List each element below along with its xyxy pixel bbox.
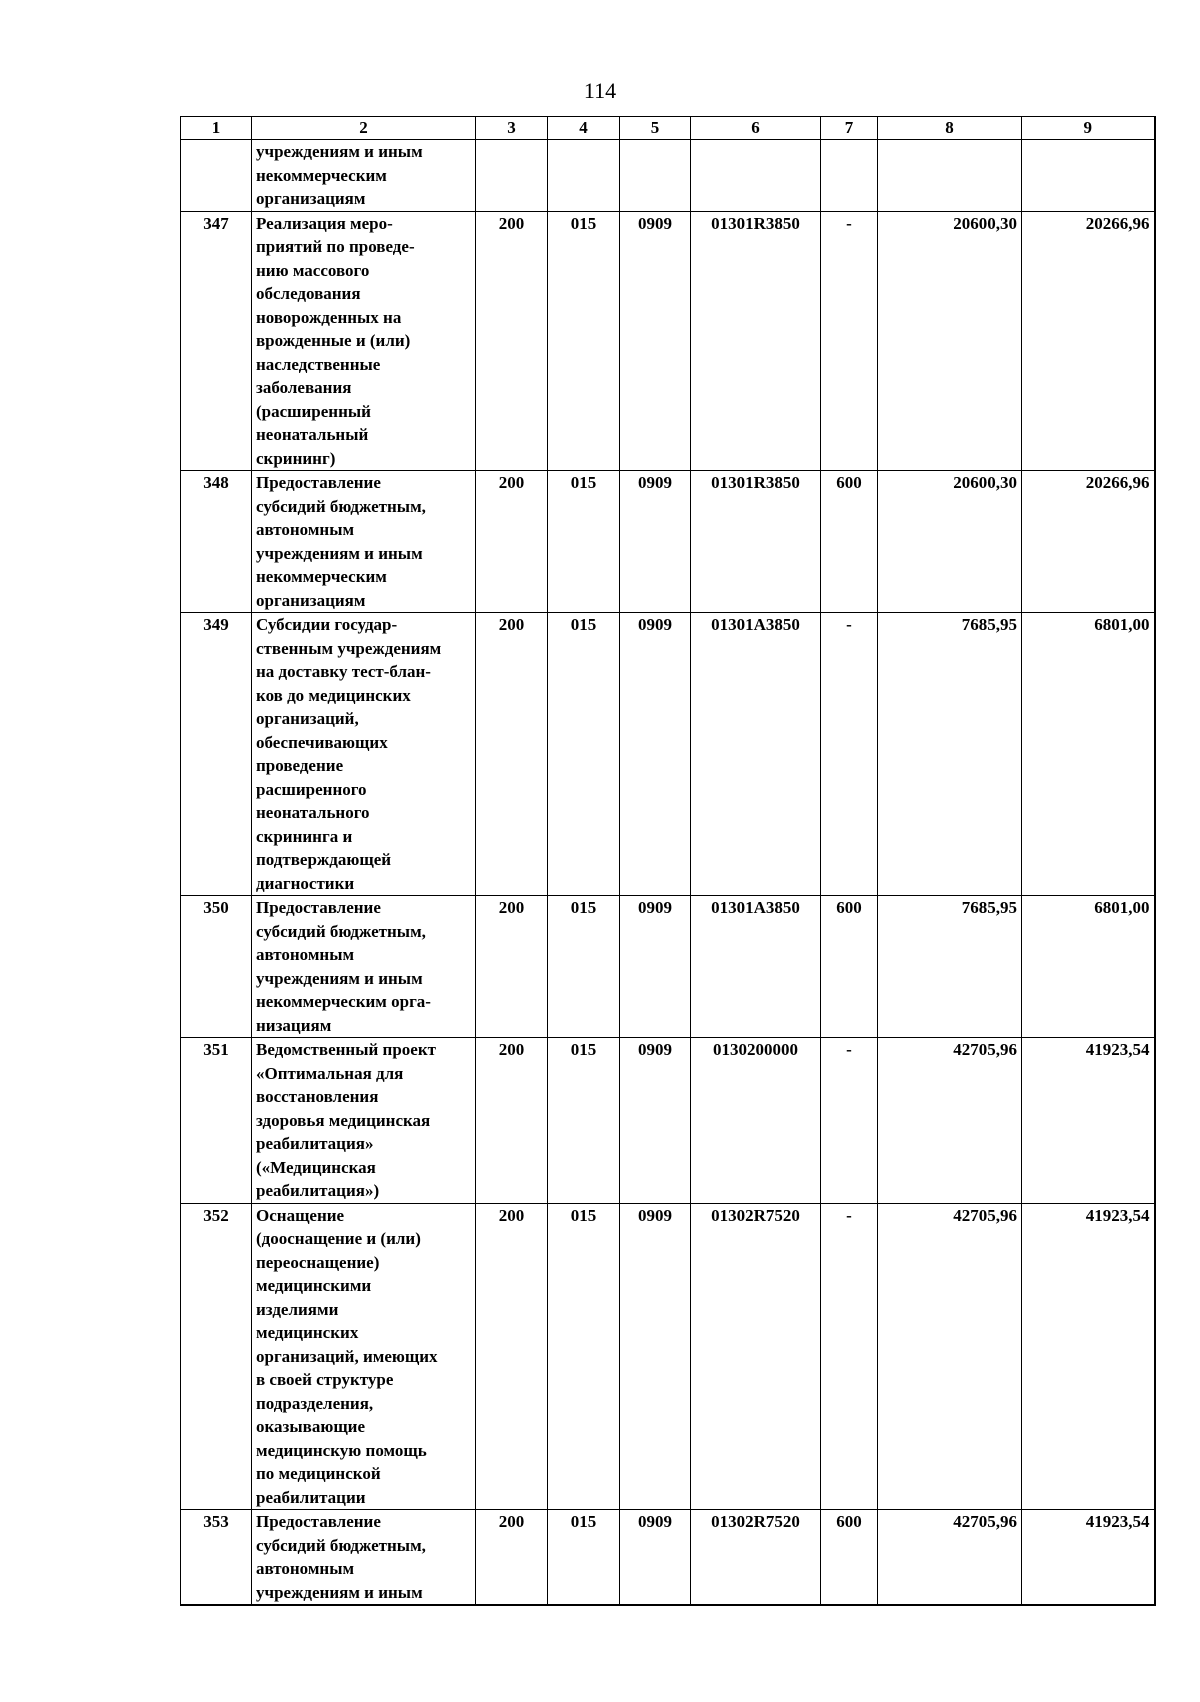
item-name-line: учреждениям и иным — [256, 142, 423, 161]
row-number-cell: 351 — [181, 1038, 252, 1204]
item-name-line: скрининга и — [256, 826, 353, 846]
item-name-line: обеспечивающих — [256, 732, 388, 752]
item-name-line: Предоставление — [256, 1512, 381, 1531]
amount-year2-cell: 41923,54 — [1022, 1038, 1155, 1204]
expense-type-cell: 600 — [821, 471, 878, 613]
ministry-code-cell: 015 — [548, 1203, 620, 1510]
amount-year2-cell: 6801,00 — [1022, 896, 1155, 1038]
section-code-cell: 0909 — [620, 1510, 691, 1606]
item-name-line: реабилитации — [256, 1487, 366, 1507]
item-name-line: учреждениям и иным — [256, 1582, 423, 1602]
admin-code-cell: 200 — [476, 1038, 548, 1204]
target-article-cell: 01302R7520 — [691, 1203, 821, 1510]
section-code-cell: 0909 — [620, 613, 691, 896]
item-name-line: подразделения, — [256, 1393, 374, 1413]
item-name-cell — [252, 613, 476, 896]
table-row — [181, 140, 1155, 212]
ministry-code-cell: 015 — [548, 896, 620, 1038]
column-header: 2 — [252, 117, 476, 140]
target-article-cell: 01302R7520 — [691, 1510, 821, 1606]
item-name-cell — [252, 1038, 476, 1204]
item-name-line: Ведомственный проект — [256, 1040, 436, 1059]
row-number-cell: 350 — [181, 896, 252, 1038]
table-row — [181, 896, 1155, 1038]
item-name-line: организаций, — [256, 709, 359, 728]
expense-type-cell: - — [821, 1203, 878, 1510]
item-name-line: Оснащение — [256, 1205, 345, 1225]
ministry-code-cell: 015 — [548, 211, 620, 471]
admin-code-cell — [476, 140, 548, 212]
column-number-row — [181, 117, 1155, 140]
item-name-line: новорожденных на — [256, 307, 402, 327]
item-name-line: приятий по проведе- — [256, 237, 415, 256]
target-article-cell — [691, 140, 821, 212]
item-name-line: (расширенный — [256, 401, 371, 421]
item-name-line: восстановления — [256, 1087, 379, 1106]
amount-year1-cell: 42705,96 — [878, 1510, 1022, 1606]
item-name-line: на доставку тест-блан- — [256, 662, 431, 681]
item-name-line: переоснащение) — [256, 1252, 380, 1272]
item-name-line: ственным учреждениям — [256, 638, 442, 658]
item-name-line: неонатальный — [256, 425, 369, 444]
item-name-line: субсидий бюджетным, — [256, 1535, 426, 1555]
item-name-line: организациям — [256, 590, 366, 610]
amount-year2-cell: 20266,96 — [1022, 211, 1155, 471]
amount-year2-cell: 41923,54 — [1022, 1510, 1155, 1606]
item-name-line: врожденные и (или) — [256, 331, 411, 350]
amount-year1-cell: 20600,30 — [878, 471, 1022, 613]
item-name-line: учреждениям и иным — [256, 543, 423, 563]
item-name-line: организациям — [256, 189, 366, 208]
item-name-cell — [252, 1203, 476, 1510]
item-name-line: автономным — [256, 1559, 355, 1578]
section-code-cell — [620, 140, 691, 212]
item-name-cell — [252, 471, 476, 613]
item-name-line: организаций, имеющих — [256, 1346, 438, 1366]
item-name-line: подтверждающей — [256, 850, 392, 869]
item-name-line: диагностики — [256, 873, 355, 893]
column-header: 4 — [548, 117, 620, 140]
target-article-cell: 0130200000 — [691, 1038, 821, 1204]
ministry-code-cell: 015 — [548, 1510, 620, 1606]
amount-year1-cell — [878, 140, 1022, 212]
column-header: 9 — [1022, 117, 1155, 140]
item-name-line: оказывающие — [256, 1417, 366, 1436]
target-article-cell: 01301A3850 — [691, 613, 821, 896]
amount-year2-cell: 6801,00 — [1022, 613, 1155, 896]
admin-code-cell: 200 — [476, 896, 548, 1038]
item-name-line: некоммерческим — [256, 567, 387, 586]
section-code-cell: 0909 — [620, 471, 691, 613]
ministry-code-cell: 015 — [548, 471, 620, 613]
row-number-cell: 348 — [181, 471, 252, 613]
item-name-line: неонатального — [256, 803, 370, 822]
item-name-line: по медицинской — [256, 1464, 381, 1483]
item-name-line: автономным — [256, 945, 355, 964]
item-name-line: низациям — [256, 1015, 332, 1035]
item-name-cell — [252, 896, 476, 1038]
expense-type-cell — [821, 140, 878, 212]
ministry-code-cell: 015 — [548, 613, 620, 896]
item-name-line: учреждениям и иным — [256, 968, 423, 988]
table-row — [181, 1510, 1155, 1606]
column-header: 6 — [691, 117, 821, 140]
item-name-line: некоммерческим — [256, 165, 387, 185]
column-header: 7 — [821, 117, 878, 140]
item-name-cell — [252, 1510, 476, 1606]
item-name-line: проведение — [256, 756, 344, 775]
section-code-cell: 0909 — [620, 1203, 691, 1510]
item-name-line: расширенного — [256, 779, 367, 799]
section-code-cell: 0909 — [620, 211, 691, 471]
ministry-code-cell: 015 — [548, 1038, 620, 1204]
expense-type-cell: - — [821, 1038, 878, 1204]
amount-year1-cell: 7685,95 — [878, 896, 1022, 1038]
expense-type-cell: - — [821, 613, 878, 896]
amount-year2-cell: 20266,96 — [1022, 471, 1155, 613]
item-name-line: ков до медицинских — [256, 685, 411, 705]
table-row — [181, 613, 1155, 896]
page-number: 114 — [583, 78, 617, 103]
row-number-cell: 349 — [181, 613, 252, 896]
item-name-line: субсидий бюджетным, — [256, 496, 426, 516]
item-name-line: обследования — [256, 284, 361, 303]
amount-year1-cell: 42705,96 — [878, 1203, 1022, 1510]
expense-type-cell: 600 — [821, 896, 878, 1038]
admin-code-cell: 200 — [476, 1510, 548, 1606]
column-header: 1 — [181, 117, 252, 140]
admin-code-cell: 200 — [476, 1203, 548, 1510]
target-article-cell: 01301R3850 — [691, 471, 821, 613]
table-body — [181, 140, 1155, 1606]
item-name-line: «Оптимальная для — [256, 1063, 404, 1083]
item-name-line: в своей структуре — [256, 1370, 394, 1389]
item-name-line: (дооснащение и (или) — [256, 1229, 421, 1248]
item-name-line: медицинскими — [256, 1276, 372, 1295]
amount-year1-cell: 20600,30 — [878, 211, 1022, 471]
target-article-cell: 01301R3850 — [691, 211, 821, 471]
expense-type-cell: - — [821, 211, 878, 471]
row-number-cell: 352 — [181, 1203, 252, 1510]
row-number-cell — [181, 140, 252, 212]
item-name-line: автономным — [256, 520, 355, 539]
item-name-line: здоровья медицинская — [256, 1110, 431, 1130]
row-number-cell: 347 — [181, 211, 252, 471]
item-name-line: медицинскую помощь — [256, 1440, 427, 1460]
admin-code-cell: 200 — [476, 613, 548, 896]
admin-code-cell: 200 — [476, 211, 548, 471]
amount-year1-cell: 42705,96 — [878, 1038, 1022, 1204]
admin-code-cell: 200 — [476, 471, 548, 613]
amount-year2-cell: 41923,54 — [1022, 1203, 1155, 1510]
item-name-line: Предоставление — [256, 898, 381, 917]
column-header: 3 — [476, 117, 548, 140]
item-name-line: Субсидии государ- — [256, 615, 398, 634]
expense-type-cell: 600 — [821, 1510, 878, 1606]
item-name-line: Реализация меро- — [256, 213, 393, 233]
item-name-line: медицинских — [256, 1323, 359, 1342]
section-code-cell: 0909 — [620, 896, 691, 1038]
amount-year2-cell — [1022, 140, 1155, 212]
item-name-line: нию массового — [256, 260, 370, 280]
row-number-cell: 353 — [181, 1510, 252, 1606]
section-code-cell: 0909 — [620, 1038, 691, 1204]
table-row — [181, 1038, 1155, 1204]
item-name-cell — [252, 211, 476, 471]
item-name-line: некоммерческим орга- — [256, 992, 431, 1011]
target-article-cell: 01301A3850 — [691, 896, 821, 1038]
item-name-line: реабилитация») — [256, 1181, 380, 1200]
item-name-line: заболевания — [256, 378, 352, 397]
item-name-line: наследственные — [256, 354, 381, 374]
item-name-line: («Медицинская — [256, 1157, 376, 1177]
table-row — [181, 1203, 1155, 1510]
item-name-line: реабилитация» — [256, 1134, 374, 1153]
item-name-cell — [252, 140, 476, 212]
item-name-line: субсидий бюджетным, — [256, 921, 426, 941]
amount-year1-cell: 7685,95 — [878, 613, 1022, 896]
ministry-code-cell — [548, 140, 620, 212]
budget-table — [180, 116, 1156, 1606]
item-name-line: изделиями — [256, 1299, 339, 1319]
table-row — [181, 211, 1155, 471]
item-name-line: Предоставление — [256, 473, 381, 492]
item-name-line: скрининг) — [256, 448, 336, 468]
column-header: 8 — [878, 117, 1022, 140]
column-header: 5 — [620, 117, 691, 140]
table-row — [181, 471, 1155, 613]
